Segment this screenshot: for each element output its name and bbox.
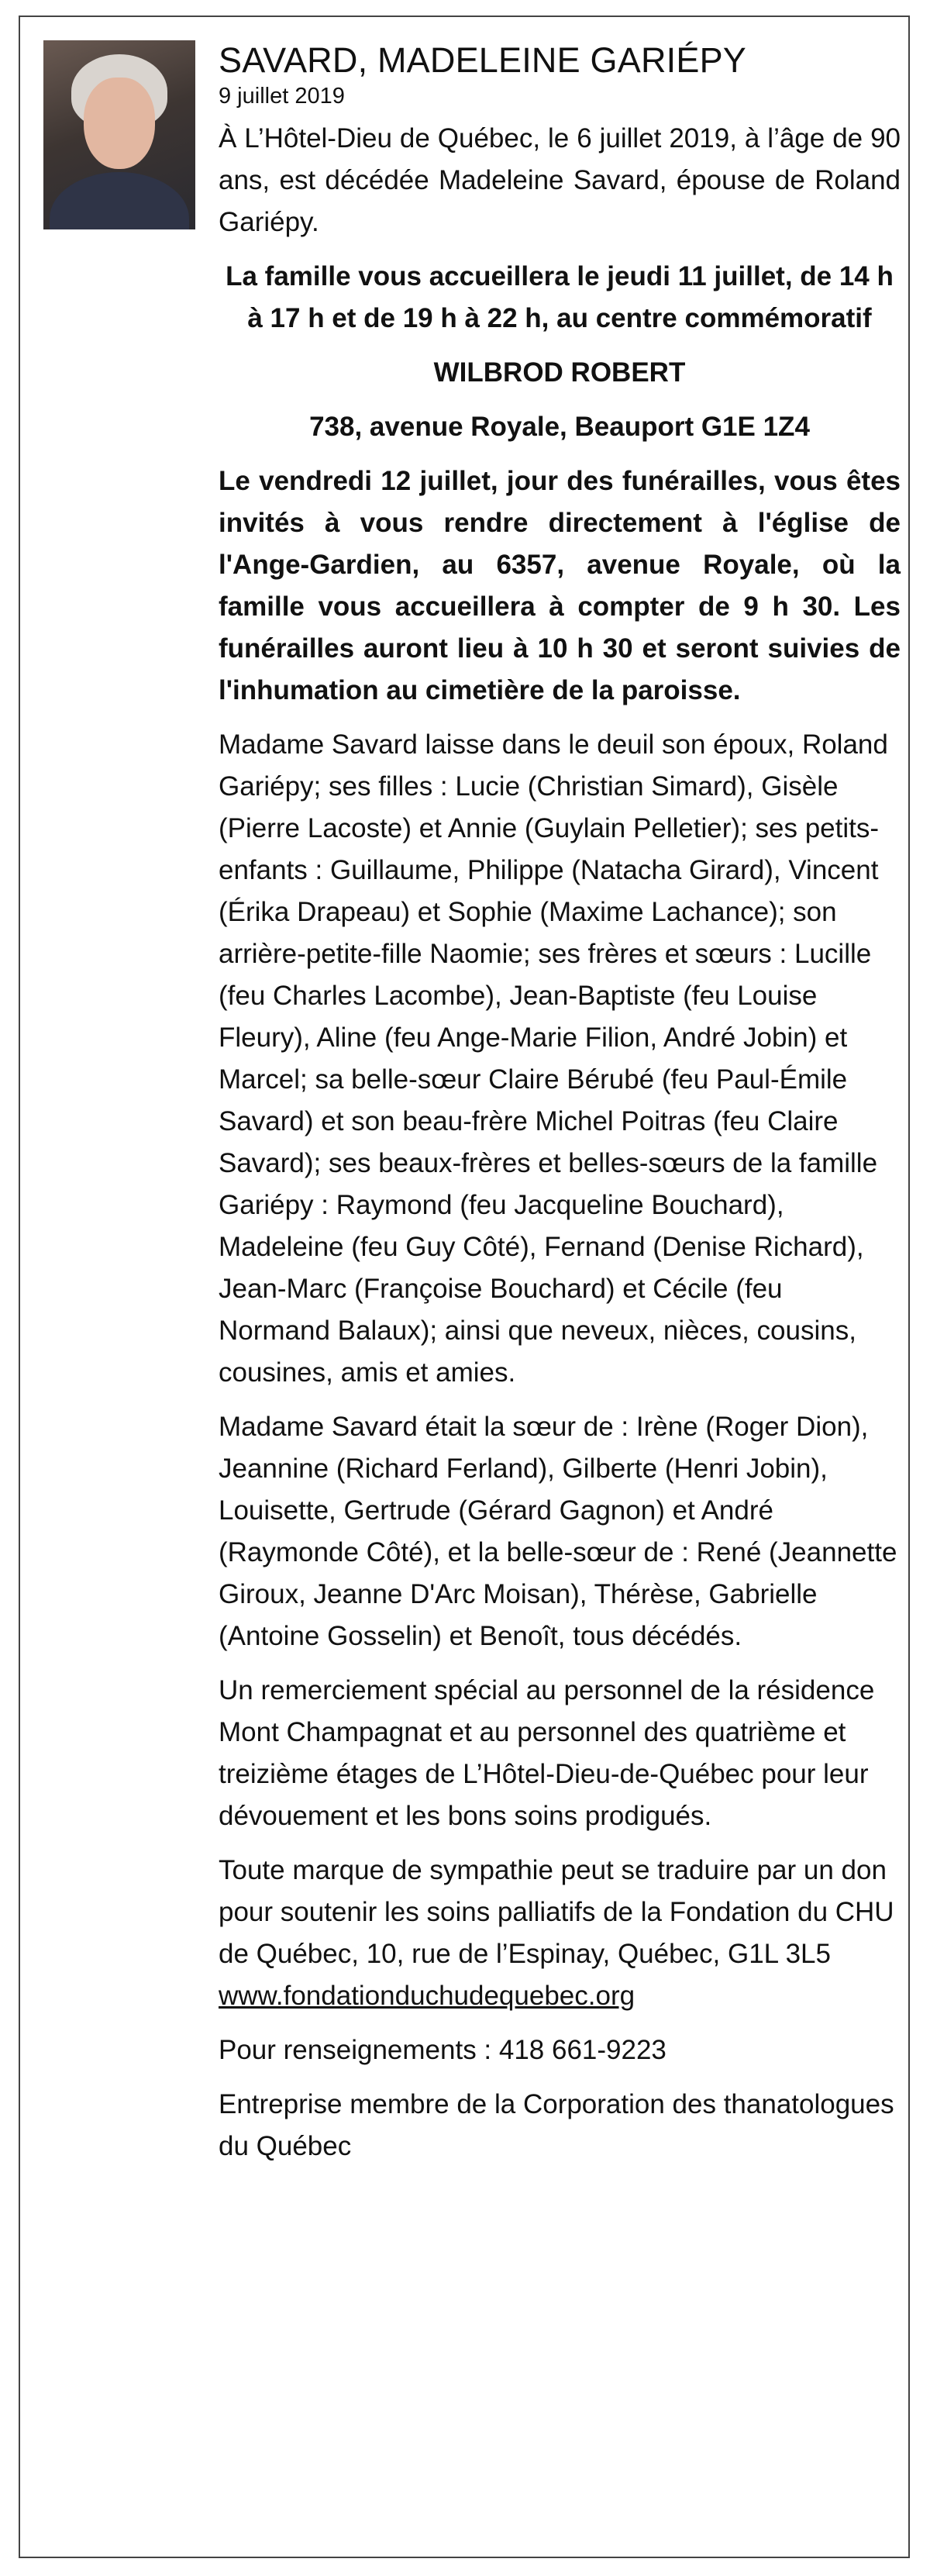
foundation-link[interactable]: www.fondationduchudequebec.org — [219, 1981, 636, 2011]
donation-paragraph — [219, 1850, 901, 2017]
portrait-face — [84, 78, 155, 169]
membership-note: Entreprise membre de la Corporation des thanatologues du Québec — [219, 2089, 894, 2161]
donation-text: Toute marque de sympathie peut se traduire par un don pour soutenir les soins palliatifs de la Fondation du CHU de Québec, 10, rue de l’Espinay, Québec, G1L 3L5 — [219, 1855, 894, 1969]
funeral-home-address: 738, avenue Royale, Beauport G1E 1Z4 — [309, 412, 810, 442]
funeral-home-name: WILBROD ROBERT — [433, 357, 686, 388]
survivors-paragraph: Madame Savard laisse dans le deuil son époux, Roland Gariépy; ses filles : Lucie (Christian Simard), Gisèle (Pierre Lacoste) et Annie (Guylain Pelletier); ses petits-enfants : Guillaume, Philippe (Natacha Girard), Vincent (Érika Drapeau) et Sophie (Maxime Lachance); son arrière-petite-fille Naomie; ses frères et sœurs : Lucille (feu Charles Lacombe), Jean-Baptiste (feu Louise Fleury), Aline (feu Ange-Marie Filion, André Jobin) et Marcel; sa belle-sœur Claire Bérubé (feu Paul-Émile Savard) et son beau-frère Michel Poitras (feu Claire Savard); ses beaux-frères et belles-sœurs de la famille Gariépy : Raymond (feu Jacqueline Bouchard), Madeleine (feu Guy Côté), Fernand (Denise Richard), Jean-Marc (Françoise Bouchard) et Cécile (feu Normand Balaux); ainsi que neveux, nièces, cousins, cousines, amis et amies. — [219, 729, 888, 1388]
portrait-photo — [43, 40, 195, 229]
predeceased-paragraph: Madame Savard était la sœur de : Irène (Roger Dion), Jeannine (Richard Ferland), Gilberte (Henri Jobin), Louisette, Gertrude (Gérard Gagnon) et André (Raymonde Côté), et la belle-sœur de : René (Jeannette Giroux, Jeanne D'Arc Moisan), Thérèse, Gabrielle (Antoine Gosselin) et Benoît, tous décédés. — [219, 1412, 897, 1651]
deceased-name: SAVARD, MADELEINE GARIÉPY — [219, 40, 747, 80]
funeral-details: Le vendredi 12 juillet, jour des funérailles, vous êtes invités à vous rendre directement à l'église de l'Ange-Gardien, au 6357, avenue Royale, où la famille vous accueillera à compter de 9 h 30. Les funérailles auront lieu à 10 h 30 et seront suivies de l'inhumation au cimetière de la paroisse. — [219, 466, 901, 705]
obituary-card — [19, 16, 910, 2558]
portrait-body — [50, 172, 189, 229]
info-phone: Pour renseignements : 418 661-9223 — [219, 2035, 666, 2065]
thanks-paragraph: Un remerciement spécial au personnel de la résidence Mont Champagnat et au personnel des quatrième et treizième étages de L’Hôtel-Dieu-de-Québec pour leur dévouement et les bons soins prodigués. — [219, 1675, 875, 1831]
visitation-info: La famille vous accueillera le jeudi 11 juillet, de 14 h à 17 h et de 19 h à 22 h, au centre commémoratif — [226, 261, 894, 333]
death-announcement: À L’Hôtel-Dieu de Québec, le 6 juillet 2019, à l’âge de 90 ans, est décédée Madeleine Savard, épouse de Roland Gariépy. — [219, 123, 901, 237]
publication-date: 9 juillet 2019 — [219, 84, 345, 109]
obituary-content — [219, 39, 901, 2180]
